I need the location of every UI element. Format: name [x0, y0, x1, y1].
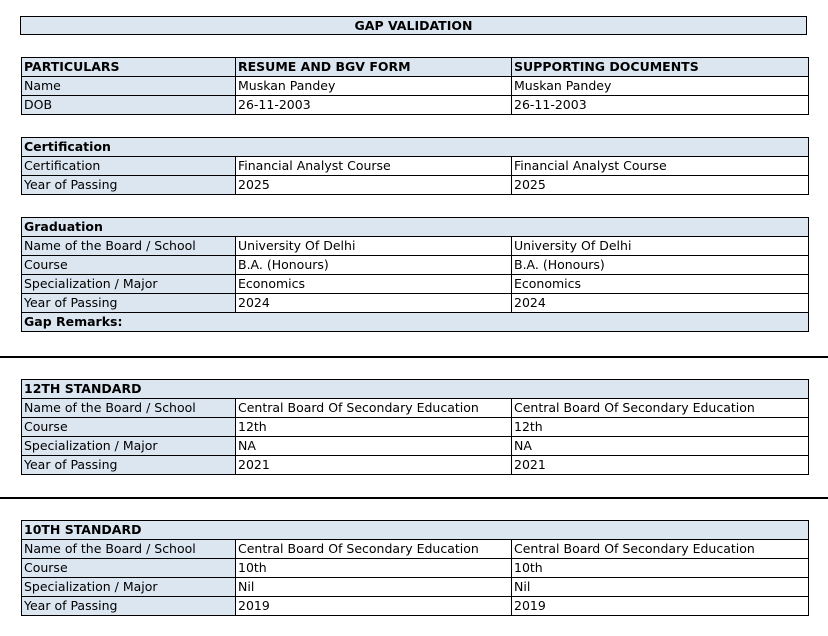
row-label: Name of the Board / School	[22, 540, 236, 559]
section-divider	[0, 497, 828, 499]
table-row	[22, 559, 809, 578]
docs-value: University Of Delhi	[512, 237, 809, 256]
docs-value: Nil	[512, 578, 809, 597]
table-row	[22, 294, 809, 313]
docs-value: Central Board Of Secondary Education	[512, 540, 809, 559]
resume-value: 26-11-2003	[236, 96, 512, 115]
page-title: GAP VALIDATION	[20, 16, 807, 35]
docs-value: 2024	[512, 294, 809, 313]
section-heading: Graduation	[22, 218, 809, 237]
table-row	[22, 399, 809, 418]
docs-value: Central Board Of Secondary Education	[512, 399, 809, 418]
docs-value: Financial Analyst Course	[512, 157, 809, 176]
table-row	[22, 256, 809, 275]
header-supporting-docs: SUPPORTING DOCUMENTS	[512, 58, 809, 77]
table-row	[22, 456, 809, 475]
table-row	[22, 578, 809, 597]
row-label: Year of Passing	[22, 597, 236, 616]
docs-value: Economics	[512, 275, 809, 294]
docs-value: B.A. (Honours)	[512, 256, 809, 275]
table-row	[22, 77, 809, 96]
resume-value: 2019	[236, 597, 512, 616]
resume-value: B.A. (Honours)	[236, 256, 512, 275]
graduation-table	[21, 217, 809, 332]
row-label: DOB	[22, 96, 236, 115]
row-label: Name of the Board / School	[22, 399, 236, 418]
resume-value: Nil	[236, 578, 512, 597]
table-row	[22, 176, 809, 195]
row-label: Year of Passing	[22, 294, 236, 313]
resume-value: 2024	[236, 294, 512, 313]
row-label: Course	[22, 559, 236, 578]
section-heading-row	[22, 380, 809, 399]
row-label: Specialization / Major	[22, 437, 236, 456]
resume-value: Muskan Pandey	[236, 77, 512, 96]
certification-table	[21, 137, 809, 195]
row-label: Year of Passing	[22, 176, 236, 195]
table-row	[22, 418, 809, 437]
section-heading-row	[22, 521, 809, 540]
row-label: Name of the Board / School	[22, 237, 236, 256]
header-particulars: PARTICULARS	[22, 58, 236, 77]
resume-value: Central Board Of Secondary Education	[236, 540, 512, 559]
section-divider	[0, 356, 828, 358]
tenth-standard-table	[21, 520, 809, 616]
table-row	[22, 157, 809, 176]
resume-value: Central Board Of Secondary Education	[236, 399, 512, 418]
table-row	[22, 597, 809, 616]
resume-value: University Of Delhi	[236, 237, 512, 256]
section-heading: 10TH STANDARD	[22, 521, 809, 540]
row-label: Certification	[22, 157, 236, 176]
table-row	[22, 237, 809, 256]
docs-value: 26-11-2003	[512, 96, 809, 115]
particulars-table	[21, 57, 809, 115]
gap-remarks: Gap Remarks:	[22, 313, 809, 332]
table-row	[22, 437, 809, 456]
row-label: Specialization / Major	[22, 275, 236, 294]
resume-value: 2025	[236, 176, 512, 195]
section-heading-row	[22, 138, 809, 157]
section-heading: Certification	[22, 138, 809, 157]
docs-value: 2021	[512, 456, 809, 475]
resume-value: Financial Analyst Course	[236, 157, 512, 176]
header-resume: RESUME AND BGV FORM	[236, 58, 512, 77]
docs-value: 12th	[512, 418, 809, 437]
table-row	[22, 540, 809, 559]
docs-value: 2019	[512, 597, 809, 616]
resume-value: NA	[236, 437, 512, 456]
resume-value: Economics	[236, 275, 512, 294]
section-heading: 12TH STANDARD	[22, 380, 809, 399]
row-label: Specialization / Major	[22, 578, 236, 597]
section-heading-row	[22, 218, 809, 237]
table-row	[22, 96, 809, 115]
docs-value: Muskan Pandey	[512, 77, 809, 96]
docs-value: 2025	[512, 176, 809, 195]
row-label: Course	[22, 256, 236, 275]
row-label: Course	[22, 418, 236, 437]
docs-value: NA	[512, 437, 809, 456]
table-header-row	[22, 58, 809, 77]
resume-value: 12th	[236, 418, 512, 437]
table-row	[22, 275, 809, 294]
resume-value: 10th	[236, 559, 512, 578]
resume-value: 2021	[236, 456, 512, 475]
gap-remarks-row	[22, 313, 809, 332]
row-label: Name	[22, 77, 236, 96]
row-label: Year of Passing	[22, 456, 236, 475]
docs-value: 10th	[512, 559, 809, 578]
twelfth-standard-table	[21, 379, 809, 475]
